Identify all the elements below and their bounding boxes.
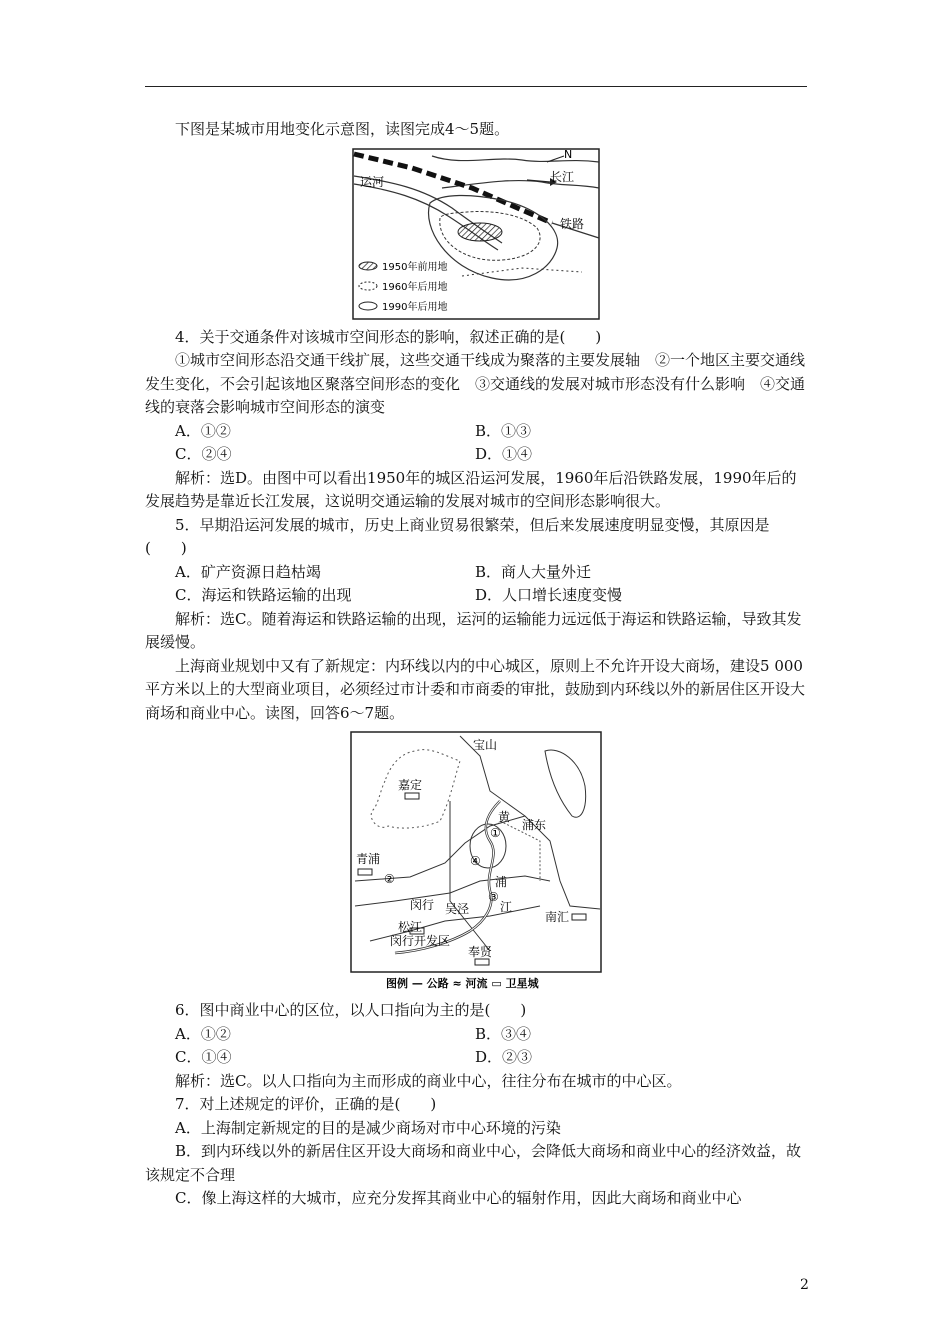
legend-1960: 1960年后用地: [382, 281, 448, 293]
land-use-map: [352, 148, 600, 320]
river-char-huang: 黄: [498, 810, 511, 824]
place-minhang: 闵行: [410, 898, 435, 912]
railway-label: 铁路: [560, 216, 585, 231]
legend-1990: 1990年后用地: [382, 301, 448, 313]
q6-option-d: D．②③: [475, 1048, 533, 1066]
q6-option-c: C．①④: [175, 1048, 232, 1066]
intro-6-7: 上海商业规划中又有了新规定：内环线以内的中心城区，原则上不允许开设大商场，建设5 000平方米以上的大型商业项目，必须经过市计委和市商委的审批，鼓励到内环线以外的新居住区开设大商场和商业中心。读图，回答6～7题。: [145, 656, 806, 722]
q5-stem: 5．早期沿运河发展的城市，历史上商业贸易很繁荣，但后来发展速度明显变慢，其原因是( ): [145, 515, 770, 557]
page-content: [145, 118, 807, 1211]
q7-option-b: B．到内环线以外的新居住区开设大商场和商业中心，会降低大商场和商业中心的经济效益，故该规定不合理: [145, 1142, 802, 1184]
shanghai-map-graphic: [350, 731, 602, 993]
map2-legend: 图例 — 公路 ≈ 河流 ▭ 卫星城: [386, 977, 539, 990]
place-songjiang: 松江: [398, 920, 423, 934]
canal-label: 运河: [360, 174, 385, 189]
marker-4: ④: [470, 854, 481, 868]
q4-stem: 4．关于交通条件对该城市空间形态的影响，叙述正确的是( ): [175, 327, 602, 346]
q6-options-row2: [145, 1046, 807, 1070]
q5-option-c: C．海运和铁路运输的出现: [175, 586, 352, 604]
q5-analysis: 解析：选C。随着海运和铁路运输的出现，运河的运输能力远远低于海运和铁路运输，导致其发展缓慢。: [145, 609, 802, 651]
q4-option-d: D．①④: [475, 445, 533, 463]
q6-option-a: A．①②: [175, 1024, 231, 1043]
q5-option-a: A．矿产资源日趋枯竭: [175, 562, 321, 581]
marker-3: ③: [488, 890, 499, 904]
place-wujing: 吴泾: [445, 902, 470, 916]
q6-stem: 6．图中商业中心的区位，以人口指向为主的是( ): [175, 1001, 527, 1019]
legend-1950-swatch: [359, 262, 377, 270]
land-use-map-graphic: [352, 148, 600, 320]
river-char-jiang: 江: [500, 900, 513, 914]
legend-1950: 1950年前用地: [382, 261, 448, 273]
q7-option-a: A．上海制定新规定的目的是减少商场对市中心环境的污染: [175, 1118, 561, 1137]
place-minhang-dev: 闵行开发区: [390, 934, 451, 948]
q4-analysis: 解析：选D。由图中可以看出1950年的城区沿运河发展，1960年后沿铁路发展，1990年后的发展趋势是靠近长江发展，这说明交通运输的发展对城市的空间形态影响很大。: [145, 468, 797, 510]
q4-options-row2: [145, 443, 807, 467]
page-number: 2: [800, 1277, 809, 1293]
place-pudong-1: 浦东: [522, 818, 547, 832]
land-1950: [458, 223, 502, 241]
q7-option-c: C．像上海这样的大城市，应充分发挥其商业中心的辐射作用，因此大商场和商业中心: [175, 1189, 742, 1207]
q4-option-a: A．①②: [175, 421, 231, 440]
marker-1: ①: [490, 826, 501, 840]
place-nanhui: 南汇: [545, 910, 570, 924]
north-label: N: [564, 147, 573, 161]
q4-option-c: C．②④: [175, 445, 232, 463]
q6-options-row1: [145, 1023, 807, 1047]
q6-option-b: B．③④: [475, 1024, 532, 1043]
q5-options-row1: [145, 561, 807, 585]
q5-options-row2: [145, 584, 807, 608]
q5-option-b: B．商人大量外迁: [475, 562, 592, 581]
q7-stem: 7．对上述规定的评价，正确的是( ): [175, 1095, 437, 1113]
place-baoshan: 宝山: [473, 738, 498, 752]
river-label: 长江: [550, 169, 575, 184]
q4-options-row1: [145, 420, 807, 444]
place-jiading: 嘉定: [398, 778, 423, 792]
q5-option-d: D．人口增长速度变慢: [475, 586, 623, 604]
intro-4-5: 下图是某城市用地变化示意图，读图完成4～5题。: [175, 120, 510, 138]
q4-option-b: B．①③: [475, 421, 532, 440]
shanghai-map: [350, 731, 602, 993]
marker-2: ②: [384, 872, 395, 886]
place-fengxian: 奉贤: [468, 945, 493, 959]
header-rule: [145, 86, 807, 87]
q6-analysis: 解析：选C。以人口指向为主而形成的商业中心，往往分布在城市的中心区。: [175, 1071, 682, 1090]
river-char-pu: 浦: [495, 875, 508, 889]
place-qingpu: 青浦: [356, 852, 381, 866]
q4-body: ①城市空间形态沿交通干线扩展，这些交通干线成为聚落的主要发展轴 ②一个地区主要交通线发生变化，不会引起该地区聚落空间形态的变化 ③交通线的发展对城市形态没有什么影响 ④交通线的衰落会影响城市空间形态的演变: [145, 351, 806, 416]
